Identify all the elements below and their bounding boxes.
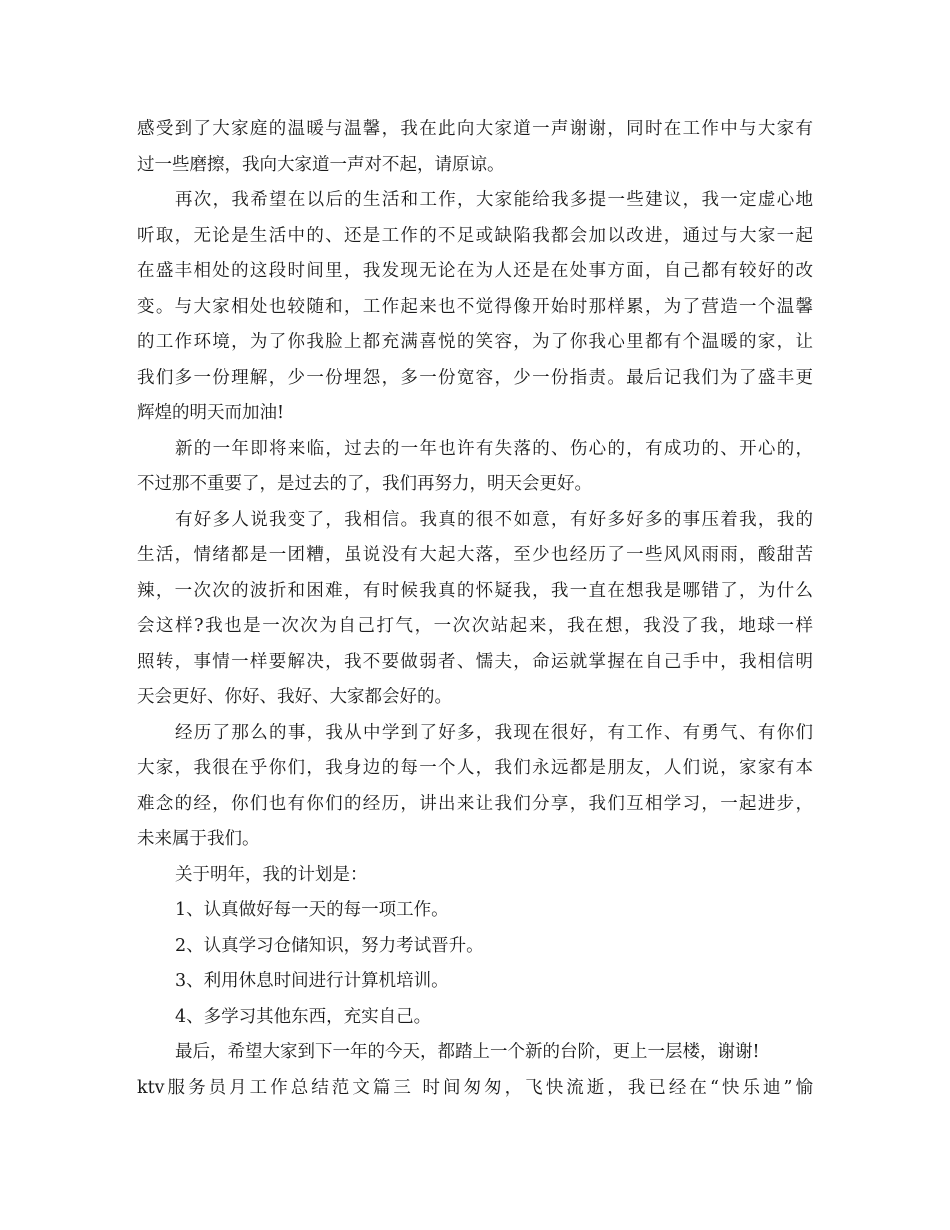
text-line: 未来属于我们。 [137, 829, 260, 849]
text-line: 新的一年即将来临，过去的一年也许有失落的、伤心的，有成功的、开心的， [175, 438, 813, 459]
text-line: 1、认真做好每一天的每一项工作。 [175, 900, 449, 920]
text-line: ktv服务员月工作总结范文篇三 时间匆匆，飞快流逝，我已经在“快乐迪”愉 [137, 1077, 813, 1098]
text-line: 感受到了大家庭的温暖与温馨，我在此向大家道一声谢谢，同时在工作中与大家有 [137, 119, 813, 139]
text-line: 会这样?我也是一次次为自己打气，一次次站起来，我在想，我没了我，地球一样 [137, 616, 813, 636]
text-line: 过一些磨擦，我向大家道一声对不起，请原谅。 [137, 154, 505, 175]
text-line: 天会更好、你好、我好、大家都会好的。 [137, 687, 452, 707]
text-line: 辣，一次次的波折和困难，有时候我真的怀疑我，我一直在想我是哪错了，为什么 [137, 580, 813, 601]
text-line: 最后，希望大家到下一年的今天，都踏上一个新的台阶，更上一层楼，谢谢! [175, 1042, 760, 1062]
text-line: 4、多学习其他东西，充实自己。 [175, 1006, 432, 1027]
text-line: 生活，情绪都是一团糟，虽说没有大起大落，至少也经历了一些风风雨雨，酸甜苦 [137, 545, 813, 565]
text-line: 听取，无论是生活中的、还是工作的不足或缺陷我都会加以改进，通过与大家一起 [137, 225, 813, 246]
text-line: 有好多人说我变了，我相信。我真的很不如意，有好多好多的事压着我，我的 [175, 509, 813, 530]
text-line: 再次，我希望在以后的生活和工作，大家能给我多提一些建议，我一定虚心地 [175, 190, 813, 210]
text-line: 不过那不重要了，是过去的了，我们再努力，明天会更好。 [137, 474, 592, 494]
text-line: 大家，我很在乎你们，我身边的每一个人，我们永远都是朋友，人们说，家家有本 [137, 758, 813, 778]
text-line: 照转，事情一样要解决，我不要做弱者、懦夫，命运就掌握在自己手中，我相信明 [137, 651, 813, 672]
text-line: 难念的经，你们也有你们的经历，讲出来让我们分享，我们互相学习，一起进步， [137, 793, 813, 814]
text-line: 3、利用休息时间进行计算机培训。 [175, 971, 449, 991]
document-body [137, 112, 813, 1106]
text-line: 关于明年，我的计划是： [175, 864, 368, 885]
text-line: 我们多一份理解，少一份埋怨，多一份宽容，少一份指责。最后记我们为了盛丰更 [137, 367, 813, 388]
text-line: 在盛丰相处的这段时间里，我发现无论在为人还是在处事方面，自己都有较好的改 [137, 261, 813, 281]
text-line: 变。与大家相处也较随和，工作起来也不觉得像开始时那样累，为了营造一个温馨 [137, 296, 813, 317]
text-line: 的工作环境，为了你我脸上都充满喜悦的笑容，为了你我心里都有个温暖的家，让 [137, 332, 813, 352]
text-line: 经历了那么的事，我从中学到了好多，我现在很好，有工作、有勇气、有你们 [175, 722, 813, 743]
text-line: 辉煌的明天而加油! [137, 403, 285, 423]
text-line: 2、认真学习仓储知识，努力考试晋升。 [175, 935, 484, 956]
